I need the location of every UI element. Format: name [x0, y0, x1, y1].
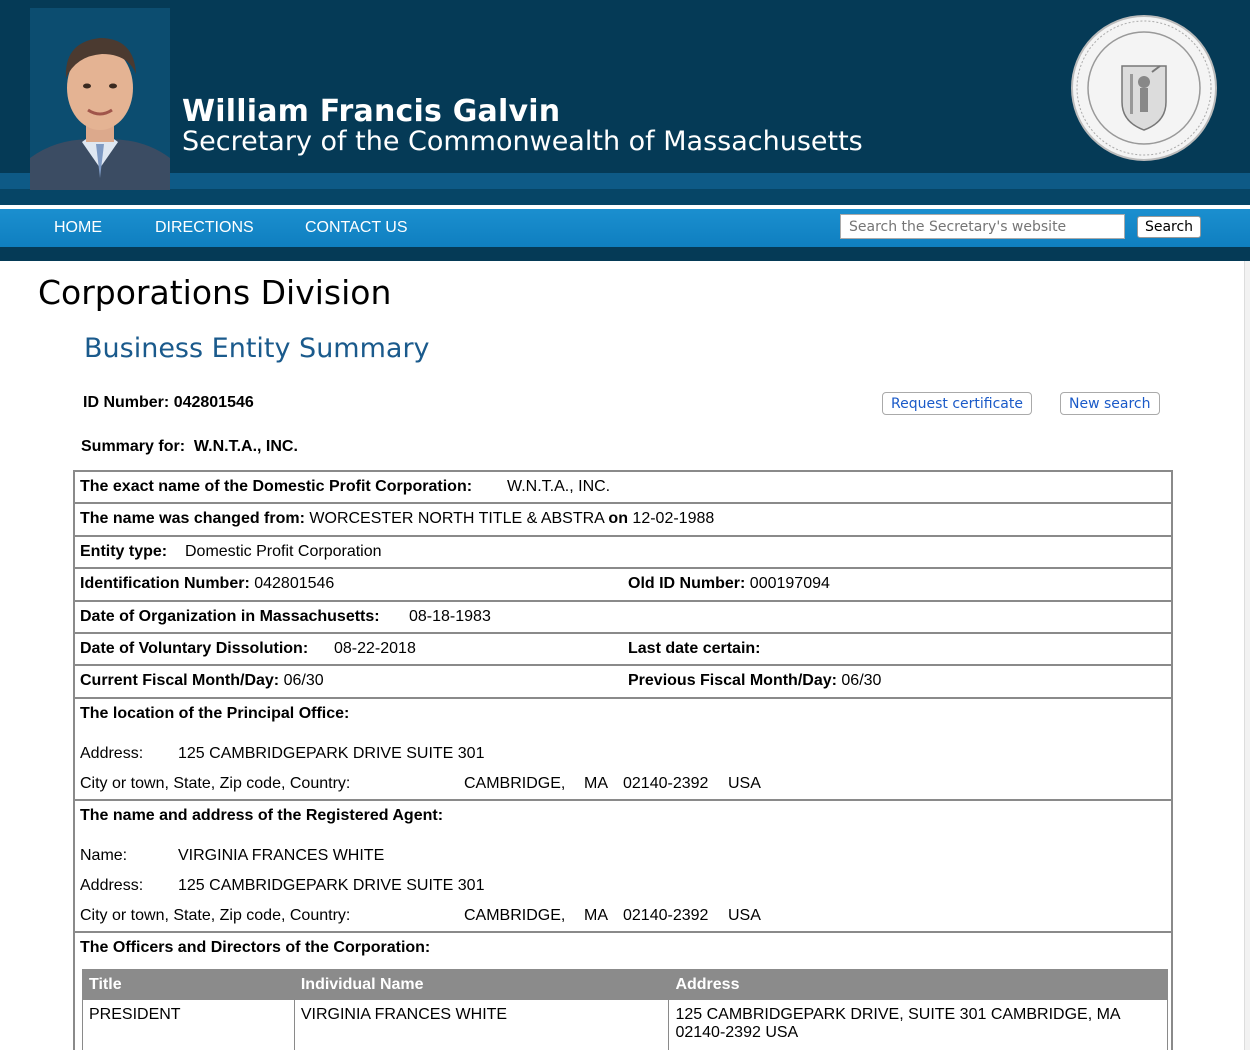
- officers-row: [75, 933, 1171, 1050]
- principal-city-label: City or town, State, Zip code, Country:: [80, 774, 351, 792]
- exact-name-value: W.N.T.A., INC.: [507, 478, 611, 495]
- agent-city: CAMBRIDGE,: [464, 906, 566, 924]
- agent-name: VIRGINIA FRANCES WHITE: [178, 846, 385, 864]
- id-number-value: 042801546: [173, 394, 254, 411]
- main-nav: [0, 205, 1250, 261]
- site-banner: [0, 0, 1250, 205]
- officers-col-name: Individual Name: [294, 969, 669, 999]
- id-number-label: ID Number:: [83, 394, 170, 411]
- name-changed-on-label: on: [608, 510, 628, 528]
- nav-directions[interactable]: DIRECTIONS: [155, 219, 254, 236]
- exact-name-label: The exact name of the Domestic Profit Corporation:: [80, 478, 473, 495]
- identification-row: [75, 569, 1171, 601]
- page-scroll-gutter[interactable]: [1244, 261, 1250, 1050]
- nav-home[interactable]: HOME: [54, 219, 102, 236]
- principal-office-heading: The location of the Principal Office:: [80, 704, 350, 722]
- dissolution-row: [75, 634, 1171, 666]
- officer-address: 125 CAMBRIDGEPARK DRIVE, SUITE 301 CAMBRIDGE, MA 02140-2392 USA: [669, 999, 1168, 1050]
- identification-number-label: Identification Number:: [80, 575, 250, 593]
- agent-address: 125 CAMBRIDGEPARK DRIVE SUITE 301: [178, 876, 485, 894]
- principal-city: CAMBRIDGE,: [464, 774, 566, 792]
- nav-contact-us[interactable]: CONTACT US: [305, 219, 408, 236]
- exact-name-row: [75, 472, 1171, 504]
- name-changed-label: The name was changed from:: [80, 510, 305, 528]
- dissolution-label: Date of Voluntary Dissolution:: [80, 639, 309, 657]
- previous-fiscal-value: 06/30: [841, 672, 882, 690]
- table-row: [83, 999, 1168, 1050]
- previous-fiscal-label: Previous Fiscal Month/Day:: [628, 672, 837, 690]
- fiscal-row: [75, 666, 1171, 698]
- identification-number-value: 042801546: [254, 575, 335, 593]
- banner-subtitle: Secretary of the Commonwealth of Massachusetts: [182, 126, 863, 157]
- previous-fiscal: [628, 672, 881, 690]
- name-changed-from: WORCESTER NORTH TITLE & ABSTRA: [309, 510, 604, 528]
- new-search-button[interactable]: New search: [1060, 392, 1160, 415]
- principal-address-label: Address:: [80, 744, 144, 762]
- current-fiscal-label: Current Fiscal Month/Day:: [80, 672, 280, 690]
- agent-state: MA: [584, 906, 608, 924]
- officer-title: PRESIDENT: [83, 999, 295, 1050]
- identification-number: [80, 575, 334, 593]
- principal-office-row: [75, 699, 1171, 801]
- organization-date-label: Date of Organization in Massachusetts:: [80, 607, 380, 625]
- site-search-input[interactable]: [840, 214, 1125, 239]
- organization-date-value: 08-18-1983: [409, 607, 491, 625]
- officers-col-title: Title: [83, 969, 295, 999]
- page-title: Corporations Division: [38, 273, 392, 312]
- agent-name-label: Name:: [80, 846, 128, 864]
- section-title: Business Entity Summary: [84, 333, 430, 364]
- old-id-label: Old ID Number:: [628, 575, 746, 593]
- officers-heading: The Officers and Directors of the Corporation:: [80, 938, 431, 956]
- summary-line: [81, 438, 298, 456]
- name-changed-on: 12-02-1988: [632, 510, 715, 528]
- name-changed-text: [80, 510, 714, 528]
- request-certificate-button[interactable]: Request certificate: [882, 392, 1032, 415]
- entity-type-value: Domestic Profit Corporation: [185, 542, 382, 560]
- agent-zip: 02140-2392: [623, 906, 709, 924]
- summary-label: Summary for:: [81, 438, 186, 455]
- officers-col-address: Address: [669, 969, 1168, 999]
- principal-address: 125 CAMBRIDGEPARK DRIVE SUITE 301: [178, 744, 485, 762]
- banner-name: William Francis Galvin: [182, 94, 561, 129]
- officers-table: [82, 969, 1168, 1050]
- registered-agent-row: [75, 801, 1171, 933]
- current-fiscal-value: 06/30: [283, 672, 324, 690]
- banner-stripe-lower: [0, 189, 1250, 205]
- principal-state: MA: [584, 774, 608, 792]
- agent-address-label: Address:: [80, 876, 144, 894]
- agent-city-label: City or town, State, Zip code, Country:: [80, 906, 351, 924]
- officers-header-row: [83, 969, 1168, 999]
- officer-name: VIRGINIA FRANCES WHITE: [294, 999, 669, 1050]
- organization-date-row: [75, 602, 1171, 634]
- principal-country: USA: [728, 774, 761, 792]
- current-fiscal: [80, 672, 324, 690]
- principal-zip: 02140-2392: [623, 774, 709, 792]
- name-changed-row: [75, 504, 1171, 536]
- last-date-certain-label: Last date certain:: [628, 639, 761, 657]
- massachusetts-seal-icon: [1070, 14, 1218, 162]
- search-button[interactable]: Search: [1137, 216, 1201, 238]
- old-id-value: 000197094: [749, 575, 830, 593]
- entity-type-label: Entity type:: [80, 542, 168, 560]
- old-id-number: [628, 575, 830, 593]
- entity-details-table: [73, 470, 1173, 1050]
- summary-value: W.N.T.A., INC.: [193, 438, 298, 455]
- entity-type-row: [75, 537, 1171, 569]
- secretary-portrait: [30, 8, 170, 190]
- registered-agent-heading: The name and address of the Registered Agent:: [80, 806, 444, 824]
- dissolution-date: 08-22-2018: [334, 639, 416, 657]
- banner-stripe: [0, 173, 1250, 189]
- agent-country: USA: [728, 906, 761, 924]
- id-number-line: [83, 394, 254, 412]
